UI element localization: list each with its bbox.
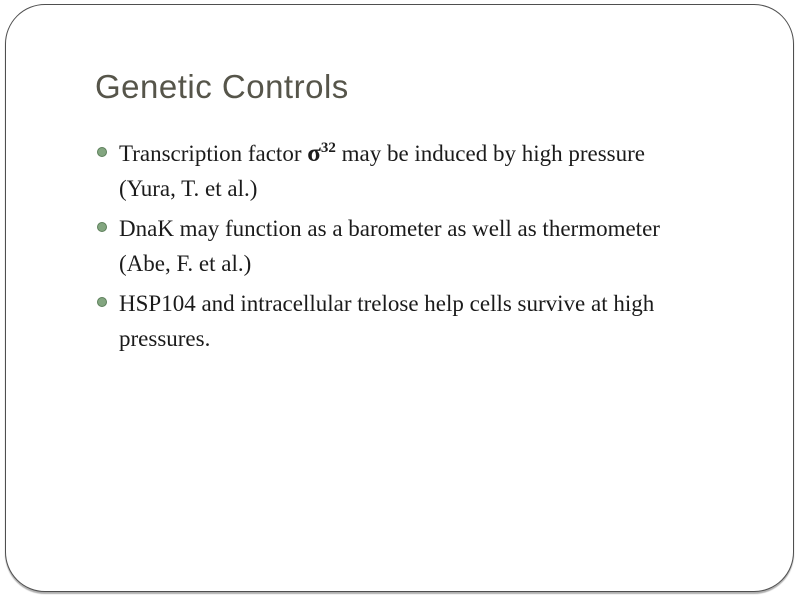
bullet-citation: (Yura, T. et al.): [119, 176, 258, 201]
circle-bullet-icon: [97, 297, 107, 307]
bullet-line-1: [119, 136, 755, 171]
bullet-text: [119, 211, 755, 281]
circle-bullet-icon: [97, 222, 107, 232]
bullet-item-transcription-factor: [96, 136, 755, 206]
bullet-list: [96, 136, 755, 356]
bullet-text: [119, 136, 755, 206]
bullet-line-1: DnaK may function as a barometer as well as thermometer: [119, 216, 660, 241]
bullet-item-hsp104: [96, 286, 755, 356]
slide-border-frame: [5, 4, 794, 592]
bullet-line-2: pressures.: [119, 326, 211, 351]
sigma-symbol: σ: [307, 140, 321, 167]
bullet-text-segment: may be induced by high pressure: [335, 141, 645, 166]
slide-title: Genetic Controls: [95, 68, 349, 105]
sigma-superscript: 32: [320, 140, 336, 156]
bullet-text: [119, 286, 755, 356]
bullet-line-1: HSP104 and intracellular trelose help cells survive at high: [119, 291, 655, 316]
bullet-item-dnak: [96, 211, 755, 281]
bullet-text-segment: Transcription factor: [119, 141, 308, 166]
circle-bullet-icon: [97, 147, 107, 157]
bullet-citation: (Abe, F. et al.): [119, 251, 252, 276]
